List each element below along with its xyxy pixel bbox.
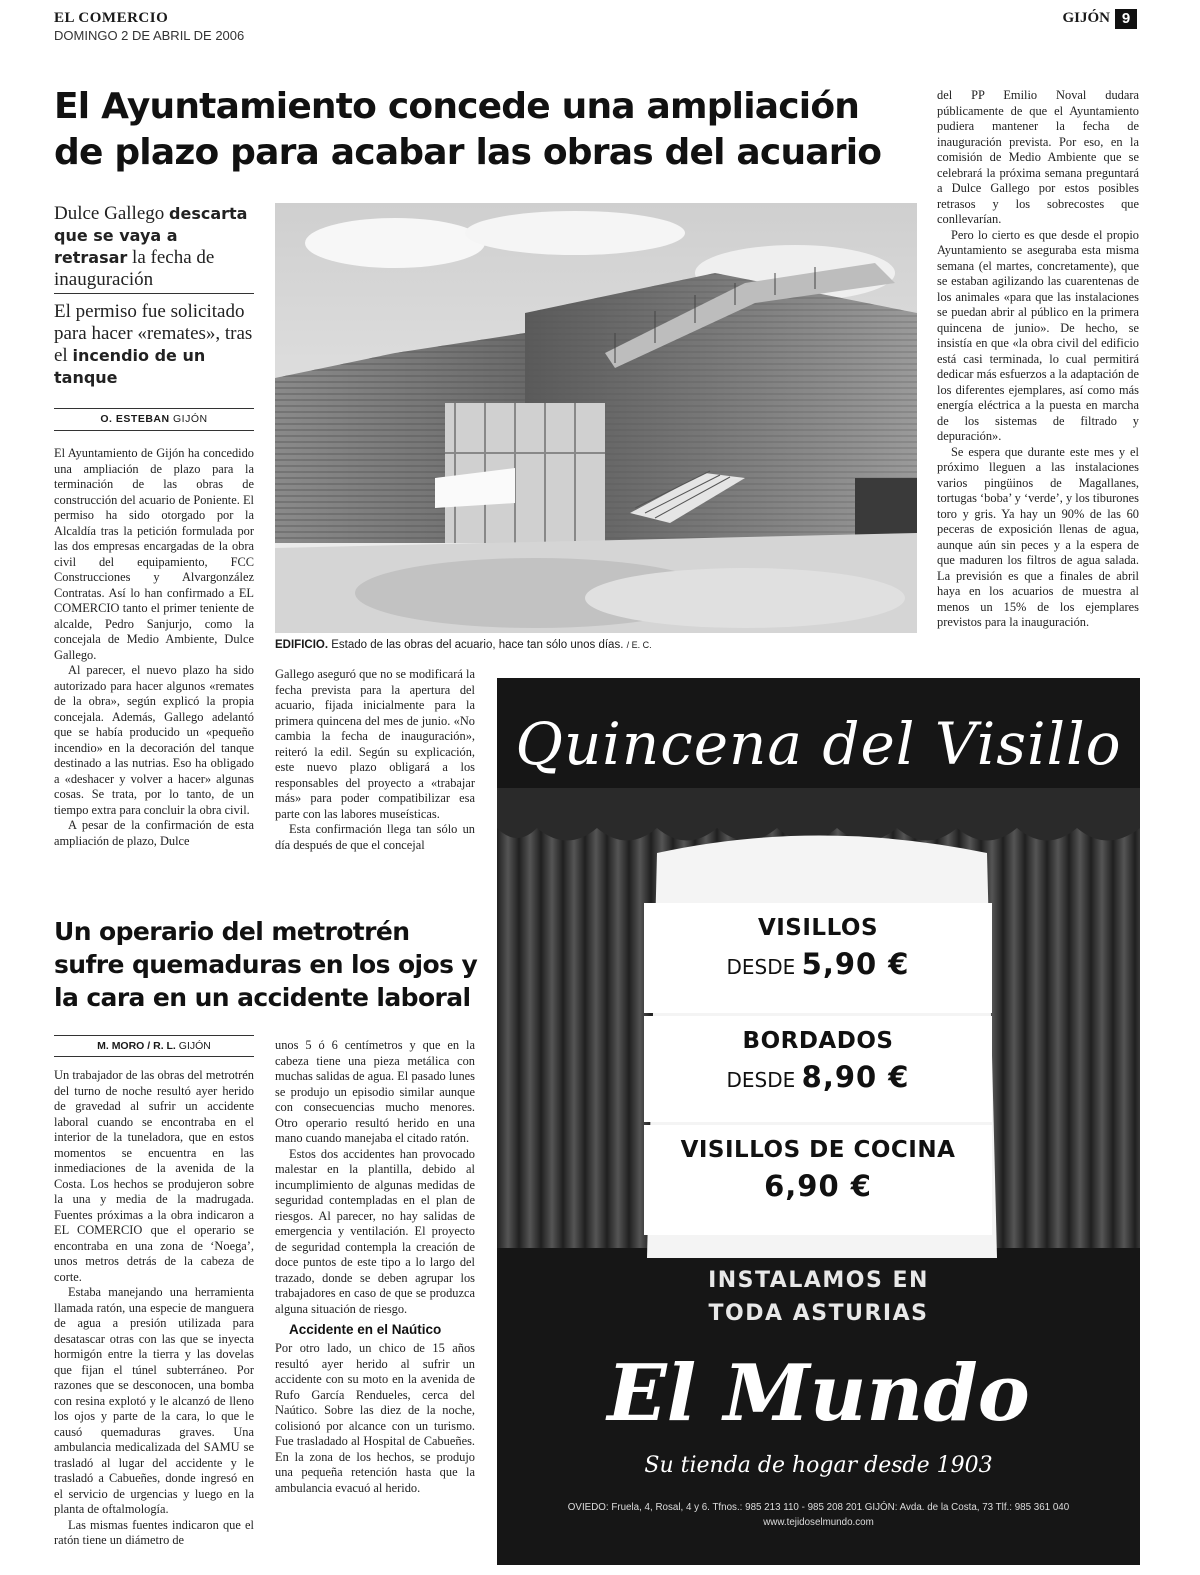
subhead-1-a: Dulce Gallego [54, 203, 165, 224]
paragraph: Un trabajador de las obras del metrotrén del turno de noche resultó ayer herido de gravedad al sufrir un accidente laboral cuando se encontraba en el interior de la tuneladora, que en estos momentos se encuentra en las inmediaciones de la avenida de la Costa. Los hechos se produjeron sobre la una y media de la madrugada. Fuentes próximas a la obra indicaron a EL COMERCIO que el operario se encontraba en una zona de ‘Noega’, unos metros detrás de la cabeza de corte. [54, 1068, 254, 1284]
offer-3-name: VISILLOS DE COCINA [680, 1137, 956, 1163]
website: www.tejidoselmundo.com [763, 1517, 874, 1528]
offer-1-prefix: DESDE [726, 955, 796, 979]
article1-column-1 [54, 446, 254, 849]
ad-offer-2 [644, 1016, 992, 1122]
caption-label: EDIFICIO. [275, 639, 329, 651]
byline2-rule [54, 1035, 254, 1036]
subhead-1 [54, 203, 254, 291]
byline-place: GIJÓN [173, 413, 208, 425]
paragraph: unos 5 ó 6 centímetros y que en la cabeza tiene una pieza metálica con muchas salidas de agua. El pasado lunes se produjo un episodio similar aunque con consecuencias mucho menores. Otro operario resultó herido en una mano cuando manejaba el citado ratón. [275, 1038, 475, 1145]
article1-column-3 [937, 88, 1139, 631]
offer-1-price-line [644, 947, 992, 981]
ad-offer-1 [644, 903, 992, 1013]
paragraph: Gallego aseguró que no se modificará la fecha prevista para la apertura del acuario, fijada inicialmente para la primera quincena del mes de junio. «No cambia la fecha de inauguración», reiteró la edil. Según su explicación, este nuevo plazo obligará a los responsables del proyecto a «trabajar más» para poder compatibilizar esa parte con las labores museísticas. [275, 667, 475, 821]
address-line: OVIEDO: Fruela, 4, Rosal, 4 y 6. Tfnos.: 985 213 110 - 985 208 201 GIJÓN: Avda. de la Costa, 73 Tlf.: 985 361 040 [567, 1502, 1070, 1513]
page-number: 9 [1115, 9, 1137, 29]
subhead-divider [54, 293, 254, 294]
photo-credit: / E. C. [626, 640, 652, 650]
brand-slogan: Su tienda de hogar desde 1903 [644, 1453, 993, 1478]
subhead-1-c: la fecha de inauguración [54, 247, 215, 290]
byline2-place: GIJÓN [178, 1040, 211, 1052]
subhead-2 [54, 301, 254, 389]
offer-2-name: BORDADOS [742, 1028, 894, 1054]
byline-author: O. ESTEBAN [100, 413, 170, 425]
article2-column-1 [54, 1068, 254, 1549]
section-name: GIJÓN [1062, 10, 1110, 26]
byline-rule [54, 408, 254, 409]
brand-logo: El Mundo [607, 1348, 1030, 1439]
paragraph: Pero lo cierto es que desde el propio Ayuntamiento se aseguraba esta misma semana (el martes, concretamente), que se estaban agilizando las cuarentenas de los animales «para que las instalaciones se puedan abrir al público en la primera quincena de junio». De hecho, se insistía en que «la obra civil del edificio está casi terminada, lo cual permitirá dedicar más esfuerzos a la adaptación de los diferentes ejemplares, así como más energía eléctrica a la puesta en marcha de los sistemas de filtrado y depuración». [937, 227, 1139, 443]
issue-date: DOMINGO 2 DE ABRIL DE 2006 [54, 28, 245, 43]
ad-offer-3 [644, 1125, 992, 1235]
offer-2-prefix: DESDE [726, 1068, 796, 1092]
offer-1-price: 5,90 € [801, 947, 910, 981]
paragraph: Las mismas fuentes indicaron que el ratón tiene un diámetro de [54, 1517, 254, 1547]
offer-2-price: 8,90 € [801, 1060, 910, 1094]
subhead-1-b: descarta que se vaya a retrasar [54, 204, 248, 267]
article1-byline [54, 413, 254, 425]
article2-subtitle: Accidente en el Naútico [289, 1322, 442, 1337]
install-line-1: INSTALAMOS EN [708, 1268, 929, 1293]
byline-rule-bottom [54, 430, 254, 431]
paragraph: del PP Emilio Noval dudara públicamente de que el Ayuntamiento pudiera mantener la fecha de inauguración prevista. Por eso, en la comisión de Medio Ambiente que se celebrará la próxima semana preguntará a Dulce Gallego por estos posibles retrasos y los sobrecostes que conllevarían. [937, 88, 1139, 226]
aquarium-building-illustration [275, 203, 917, 633]
byline2-rule-bottom [54, 1056, 254, 1057]
paragraph: Estos dos accidentes han provocado malestar en la plantilla, debido al incumplimiento de algunas medidas de seguridad contempladas en el plan de riesgos. Al parecer, no hay salidas de emergencia y ventilación. El proyecto de seguridad contempla la creación de doce puntos de este tipo a lo largo del trazado, donde se deben agrupar los trabajadores en caso de que se produzca alguna situación de riesgo. [275, 1146, 475, 1316]
article2-headline: Un operario del metrotrén sufre quemaduras en los ojos y la cara en un accidente laboral [54, 917, 478, 1012]
paragraph: Esta confirmación llega tan sólo un día después de que el concejal [275, 822, 475, 852]
aquarium-photo [275, 203, 917, 633]
subhead-2-a: El permiso fue solicitado para hacer «remates», tras el [54, 301, 253, 366]
photo-caption [275, 639, 917, 651]
article1-column-2 [275, 667, 475, 853]
byline2-author: M. MORO / R. L. [97, 1040, 176, 1052]
offer-2-price-line [644, 1060, 992, 1094]
paragraph: El Ayuntamiento de Gijón ha concedido una ampliación de plazo para la terminación de las obras de construcción del acuario de Poniente. El permiso ha sido otorgado por la Alcaldía tras la petición formulada por las dos empresas encargadas de la obra civil del equipamiento, FCC Construcciones y Alvargonzález Contratas. Así lo han confirmado a EL COMERCIO tanto el primer teniente de alcalde, Pedro Sanjurjo, como la concejala de Medio Ambiente, Dulce Gallego. [54, 446, 254, 662]
store-addresses [497, 1500, 1140, 1530]
offer-3-price: 6,90 € [764, 1169, 872, 1203]
newspaper-name: EL COMERCIO [54, 10, 169, 26]
paragraph: A pesar de la confirmación de esta ampliación de plazo, Dulce [54, 818, 254, 848]
article2-column-2 [275, 1038, 475, 1496]
article-headline: El Ayuntamiento concede una ampliación de plazo para acabar las obras del acuario [54, 86, 882, 173]
paragraph: Se espera que durante este mes y el próximo lleguen a las instalaciones varios pingüinos de Magallanes, tortugas ‘boba’ y ‘verde’, y los tiburones toro y gris. Ya hay un 90% de las 60 peceras de exposición llenas de agua, aunque aún sin peces y a la espera de que maduren los filtros de agua salada. La previsión es que a finales de abril haya en los acuarios de muestra al menos un 15% de los ejemplares previstos para la inauguración. [937, 444, 1139, 629]
subhead-2-b: incendio de un tanque [54, 346, 206, 387]
install-line-2: TODA ASTURIAS [708, 1301, 929, 1326]
offer-1-name: VISILLOS [757, 915, 879, 941]
offer-3-price-line [644, 1169, 992, 1203]
paragraph: Al parecer, el nuevo plazo ha sido autorizado para hacer algunos «remates de la obra», según explicó la propia concejala. Además, Gallego adelantó que se había producido un «pequeño incendio» en la decoración del tanque destinado a las nutrias. Eso ha obligado a «deshacer y volver a hacer» algunas cosas. Se trata, por lo tanto, de un tiempo extra para concluir la obra civil. [54, 663, 254, 817]
advertisement [497, 678, 1140, 1565]
paragraph: Estaba manejando una herramienta llamada ratón, una especie de manguera de agua a presión utilizada para desatascar otras con las que se inyecta hormigón entre la tierra y las dovelas que fijan el túnel subterráneo. Por razones que se desconocen, una bomba con resina explotó y le alcanzó de lleno los ojos y parte de la cara, lo que le causó quemaduras graves. Una ambulancia medicalizada del SAMU se trasladó al lugar del accidente y le trasladó a Cabueñes, donde ingresó en el servicio de urgencias y luego en la planta de oftalmología. [54, 1285, 254, 1516]
caption-text: Estado de las obras del acuario, hace tan sólo unos días. [331, 639, 624, 651]
article2-byline [54, 1040, 254, 1052]
ad-install-text [497, 1264, 1140, 1330]
ad-title: Quincena del Visillo [515, 710, 1122, 778]
paragraph: Por otro lado, un chico de 15 años resultó ayer herido al sufrir un accidente con su moto en la avenida de Rufo García Rendueles, cerca del Naútico. Sobre las diez de la noche, colisionó por alcance con un turismo. Fue trasladado al Hospital de Cabueñes. En la zona de los hechos, se produjo una pequeña retención hasta que la ambulancia evacuó al herido. [275, 1341, 475, 1495]
